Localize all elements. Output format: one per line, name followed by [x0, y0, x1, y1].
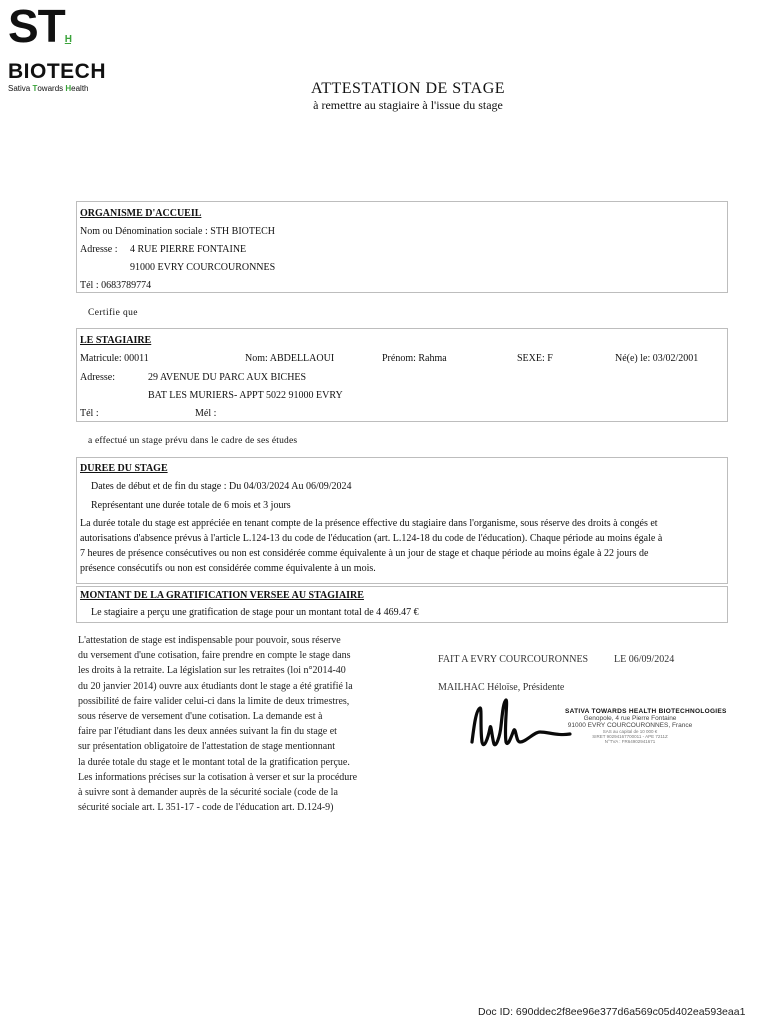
notice-line: à suivre sont à demander auprès de la sécurité sociale (code de la: [78, 787, 338, 799]
organisme-tel: Tél : 0683789774: [80, 280, 152, 291]
montant-text: Le stagiaire a perçu une gratification de stage pour un montant total de 4 469.47 €: [91, 607, 419, 618]
duree-para-line-4: présence consécutifs ou non est considérée comme équivalente à un mois.: [80, 563, 376, 574]
stagiaire-matricule: Matricule: 00011: [80, 353, 149, 364]
notice-line: L'attestation de stage est indispensable pour pouvoir, sous réserve: [78, 635, 341, 646]
notice-line: possibilité de faire valider celui-ci dans la limite de deux trimestres,: [78, 695, 350, 707]
duree-heading: DUREE DU STAGE: [80, 463, 168, 474]
logo-sth: STH: [8, 0, 72, 52]
notice-line: sous réserve de versement d'une cotisation. La demande est à: [78, 711, 323, 723]
fait-a: FAIT A EVRY COURCOURONNES: [438, 654, 589, 665]
notice-line: sécurité sociale art. L 351-17 - code de l'éducation art. D.124-9): [78, 802, 334, 814]
organisme-adresse-line1: 4 RUE PIERRE FONTAINE: [130, 244, 247, 255]
stagiaire-tel: Tél :: [80, 408, 99, 419]
stagiaire-prenom: Prénom: Rahma: [382, 353, 447, 364]
logo-tagline: Sativa Towards Health: [8, 84, 89, 93]
duree-dates: Dates de début et de fin du stage : Du 04/03/2024 Au 06/09/2024: [91, 481, 352, 492]
organisme-denomination: Nom ou Dénomination sociale : STH BIOTECH: [80, 226, 275, 237]
duree-para-line-1: La durée totale du stage est appréciée en tenant compte de la présence effective du stagiaire dans l'organisme, sous réserve des droits à congés et: [80, 518, 658, 529]
stamp-capital: SAS au capital de 10 000 €: [602, 729, 658, 734]
notice-line: sur présentation obligatoire de l'attestation de stage mentionnant: [78, 741, 336, 753]
document-title: ATTESTATION DE STAGE: [310, 80, 506, 97]
organisme-adresse-label: Adresse :: [80, 244, 118, 255]
signature-date: LE 06/09/2024: [614, 654, 675, 665]
organisme-adresse-line2: 91000 EVRY COURCOURONNES: [130, 262, 276, 273]
stamp-address-2: 91000 EVRY COURCOURONNES, France: [567, 722, 693, 729]
stagiaire-sexe: SEXE: F: [517, 353, 553, 364]
stagiaire-box: [76, 328, 728, 422]
stagiaire-adresse-line2: BAT LES MURIERS- APPT 5022 91000 EVRY: [148, 390, 343, 401]
montant-box: [76, 586, 728, 623]
organisme-box: [76, 201, 728, 293]
duree-representant: Représentant une durée totale de 6 mois et 3 jours: [91, 500, 291, 511]
stamp-tva: N°TVA : FR64902941671: [604, 739, 656, 744]
stagiaire-heading: LE STAGIAIRE: [80, 335, 152, 346]
notice-line: faire par l'étudiant dans les deux années suivant la fin du stage et: [78, 726, 337, 738]
stamp-name: SATIVA TOWARDS HEALTH BIOTECHNOLOGIES: [565, 708, 727, 715]
company-stamp: [565, 708, 735, 744]
stagiaire-naissance: Né(e) le: 03/02/2001: [615, 353, 699, 364]
retraite-notice: [78, 633, 388, 815]
notice-line: du 20 janvier 2014) ouvre aux étudiants dont le stage a été gratifié la: [78, 680, 353, 692]
handwritten-signature: [466, 698, 576, 758]
document-subtitle: à remettre au stagiaire à l'issue du stage: [313, 98, 503, 112]
stagiaire-adresse-line1: 29 AVENUE DU PARC AUX BICHES: [148, 372, 307, 383]
montant-heading: MONTANT DE LA GRATIFICATION VERSEE AU STAGIAIRE: [80, 590, 364, 601]
signataire: MAILHAC Héloïse, Présidente: [438, 682, 565, 693]
organisme-heading: ORGANISME D'ACCUEIL: [80, 208, 202, 219]
stamp-address-1: Genopole, 4 rue Pierre Fontaine: [583, 715, 677, 722]
notice-line: du versement d'une cotisation, faire prendre en compte le stage dans: [78, 650, 351, 662]
stagiaire-nom: Nom: ABDELLAOUI: [245, 353, 335, 364]
certifie-text: Certifie que: [88, 308, 138, 318]
notice-line: les droits à la retraite. La législation sur les retraites (loi n°2014-40: [78, 665, 346, 677]
stagiaire-mel: Mél :: [195, 408, 217, 419]
duree-para-line-3: 7 heures de présence consécutives ou non est considérée comme équivalente à un jour de stage et chaque période au moins égale à 22 jours de: [80, 548, 649, 559]
stagiaire-adresse-label: Adresse:: [80, 372, 115, 383]
logo-biotech: BIOTECH: [8, 60, 106, 83]
doc-id: Doc ID: 690ddec2f8ee96e377d6a569c05d402ea593eaa1: [478, 1006, 746, 1018]
duree-box: [76, 457, 728, 584]
stamp-siret: SIRET 90294167700011 - APE 7211Z: [592, 734, 668, 739]
duree-para-line-2: autorisations d'absence prévus à l'article L.124-13 du code de l'éducation (art. L.124-18 du code de l'éducation). Chaque période au moins égale à: [80, 533, 663, 544]
notice-line: la durée totale du stage et le montant total de la gratification perçue.: [78, 756, 350, 768]
notice-line: Les informations précises sur la cotisation à verser et sur la procédure: [78, 771, 358, 783]
effectue-text: a effectué un stage prévu dans le cadre de ses études: [88, 436, 298, 446]
